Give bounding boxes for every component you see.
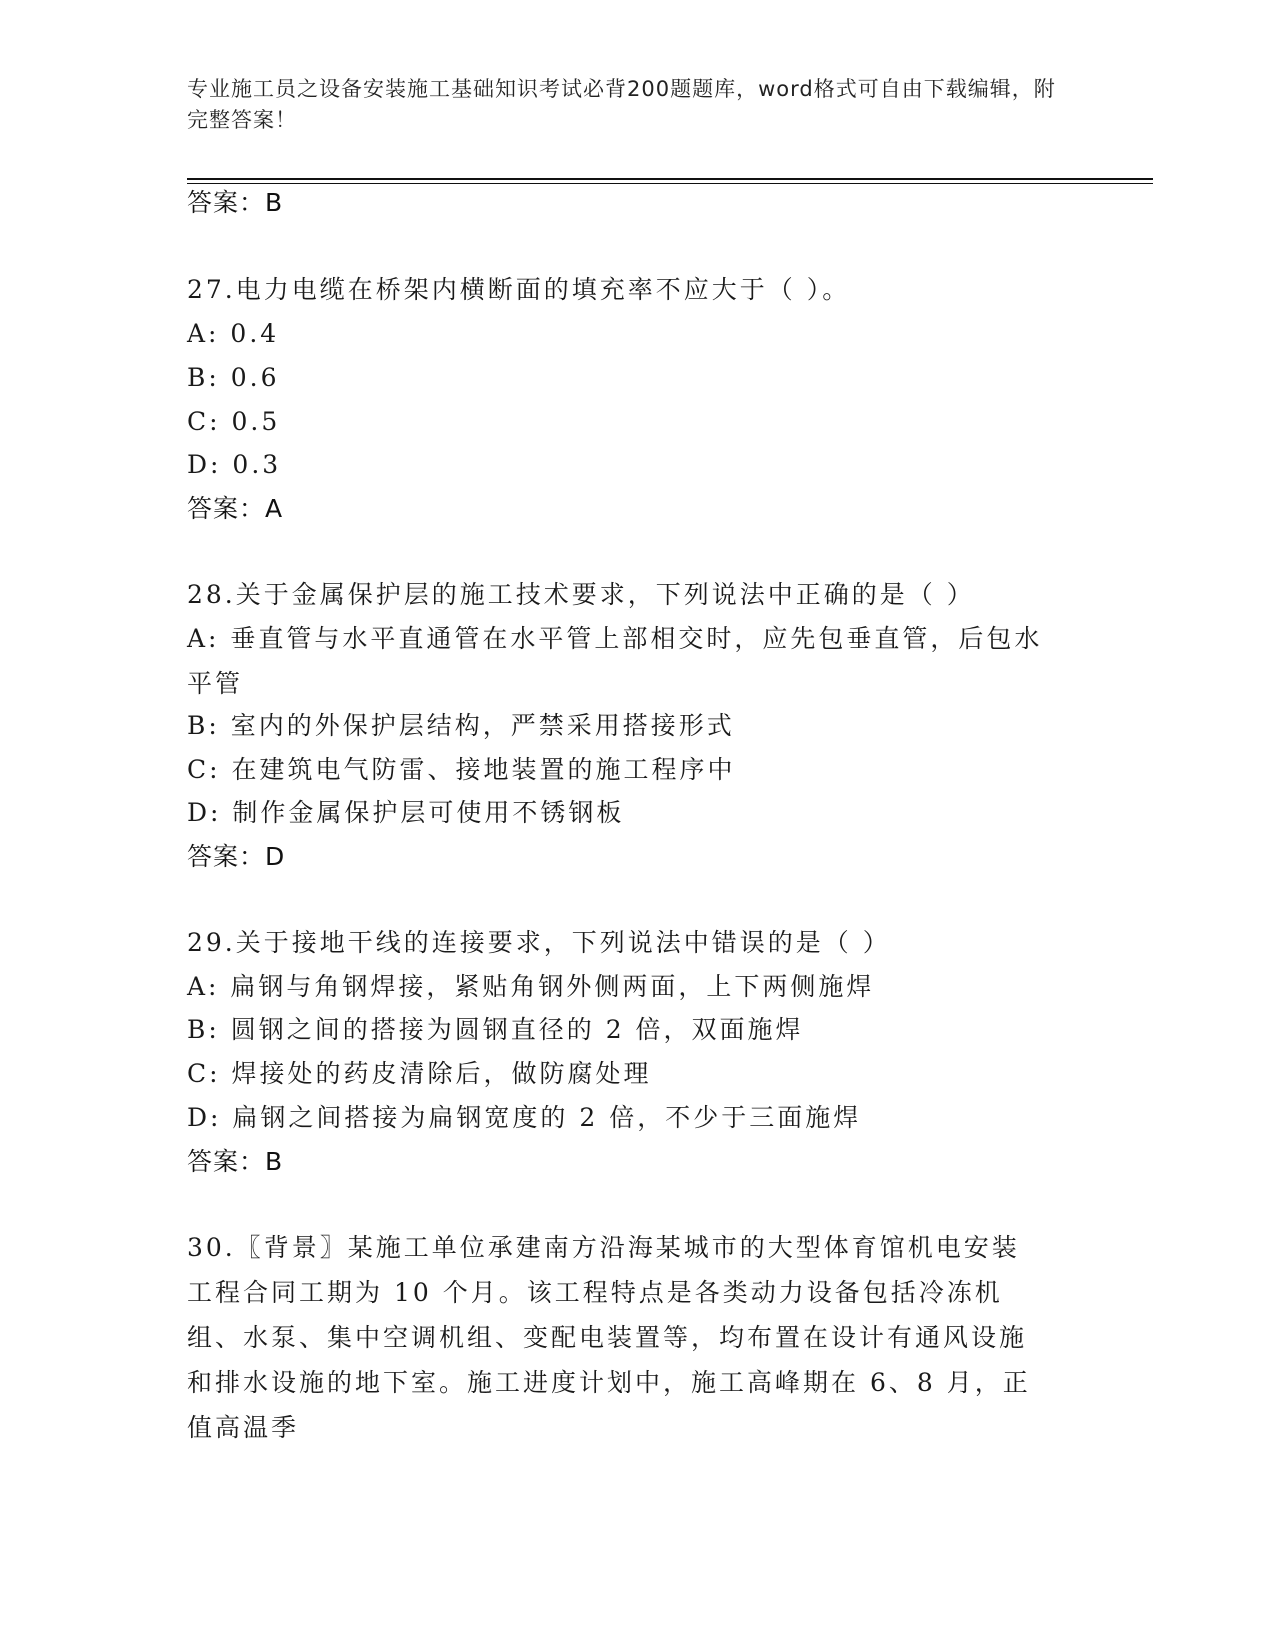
header-rule-thick	[187, 178, 1153, 180]
answer-line: 答案：A	[187, 494, 284, 523]
document-header: 专业施工员之设备安装施工基础知识考试必背200题题库，word格式可自由下载编辑，附完整答案！	[187, 77, 1056, 132]
option-c: C: 在建筑电气防雷、接地装置的施工程序中	[187, 755, 736, 784]
option-a: A: 0.4	[187, 319, 280, 348]
answer-line: 答案：B	[187, 1147, 284, 1176]
answer-line: 答案：B	[187, 188, 284, 217]
option-d: D: 0.3	[187, 450, 282, 479]
option-b: B: 室内的外保护层结构，严禁采用搭接形式	[187, 711, 735, 740]
option-a: A: 扁钢与角钢焊接，紧贴角钢外侧两面，上下两侧施焊	[187, 972, 875, 1001]
option-d: D: 制作金属保护层可使用不锈钢板	[187, 798, 625, 827]
answer-line: 答案：D	[187, 842, 286, 871]
option-b: B: 0.6	[187, 363, 280, 392]
option-a: A: 垂直管与水平直通管在水平管上部相交时，应先包垂直管，后包水平管	[187, 624, 1043, 698]
option-c: C: 焊接处的药皮清除后，做防腐处理	[187, 1059, 652, 1088]
option-b: B: 圆钢之间的搭接为圆钢直径的 2 倍，双面施焊	[187, 1015, 804, 1044]
header-rule-thin	[187, 183, 1153, 184]
question-stem: 30.〖背景〗某施工单位承建南方沿海某城市的大型体育馆机电安装工程合同工期为 10 个月。该工程特点是各类动力设备包括冷冻机组、水泵、集中空调机组、变配电装置等，均布置在设计有通风设施和排水设施的地下室。施工进度计划中，施工高峰期在 6、8 月，正值高温季	[187, 1233, 1031, 1442]
question-stem: 28.关于金属保护层的施工技术要求，下列说法中正确的是（ ）	[187, 580, 975, 609]
option-c: C: 0.5	[187, 407, 281, 436]
option-d: D: 扁钢之间搭接为扁钢宽度的 2 倍，不少于三面施焊	[187, 1103, 862, 1132]
question-stem: 27.电力电缆在桥架内横断面的填充率不应大于（ ）。	[187, 275, 851, 304]
question-stem: 29.关于接地干线的连接要求，下列说法中错误的是（ ）	[187, 928, 891, 957]
